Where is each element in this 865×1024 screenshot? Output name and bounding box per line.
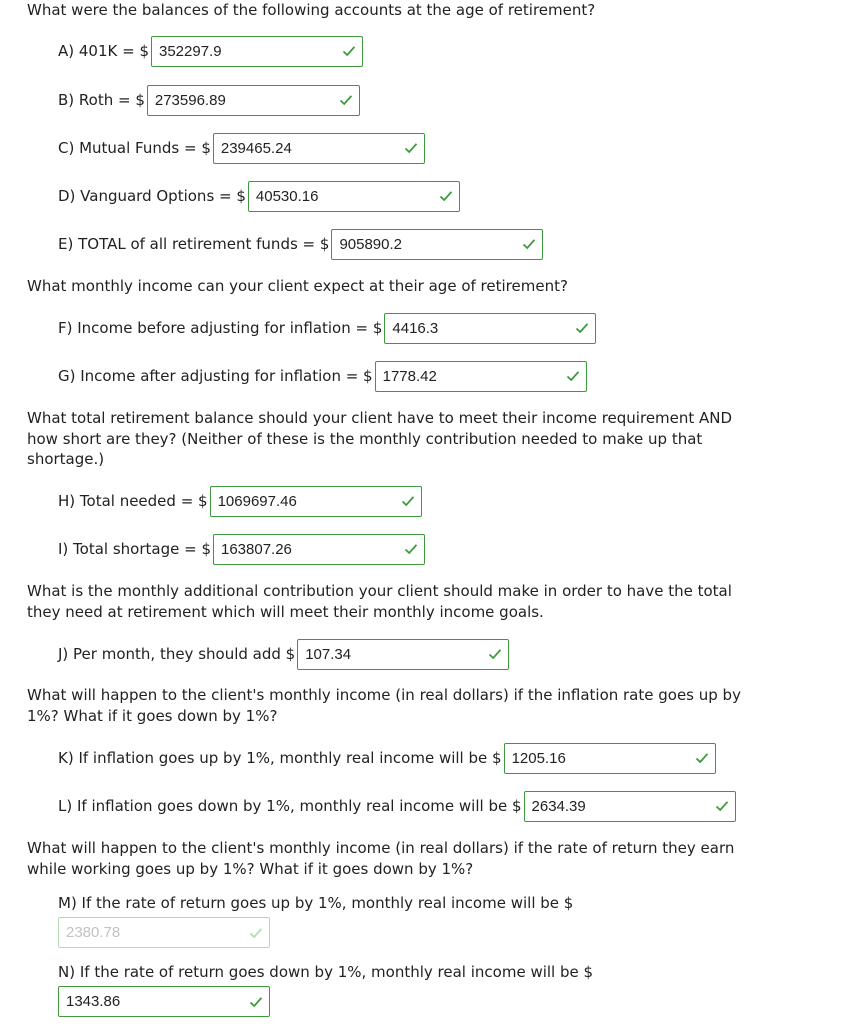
checkmark-icon <box>339 94 353 106</box>
answer-label-j: J) Per month, they should add $ <box>58 645 296 663</box>
answer-value-a: 352297.9 <box>159 42 222 60</box>
answer-input-l[interactable] <box>524 791 736 822</box>
answer-value-j: 107.34 <box>305 645 352 663</box>
answer-label-e: E) TOTAL of all retirement funds = $ <box>58 235 330 253</box>
answer-input-j[interactable] <box>297 639 509 670</box>
answer-label-m: M) If the rate of return goes up by 1%, monthly real income will be $ <box>58 894 574 912</box>
answer-value-f: 4416.3 <box>392 319 439 337</box>
answer-row-n <box>58 963 593 1017</box>
question-monthly-contribution: What is the monthly additional contribution your client should make in order to have the total they need at retirement which will meet their monthly income goals. <box>27 582 732 621</box>
checkmark-icon <box>404 142 418 154</box>
answer-input-d[interactable] <box>248 181 460 212</box>
answer-input-h[interactable] <box>210 486 422 517</box>
answer-value-m: 2380.78 <box>66 924 121 941</box>
answer-label-c: C) Mutual Funds = $ <box>58 139 211 157</box>
answer-input-e[interactable] <box>331 229 543 260</box>
answer-input-b[interactable] <box>147 85 360 116</box>
checkmark-icon <box>401 495 415 507</box>
answer-label-n: N) If the rate of return goes down by 1%, monthly real income will be $ <box>58 963 594 981</box>
checkmark-icon <box>575 322 589 334</box>
answer-value-c: 239465.24 <box>220 139 292 157</box>
answer-label-f: F) Income before adjusting for inflation = $ <box>58 319 383 337</box>
answer-input-c[interactable] <box>213 133 425 164</box>
answer-value-d: 40530.16 <box>255 187 319 205</box>
question-rate-of-return-change: What will happen to the client's monthly income (in real dollars) if the rate of return they earn while working goes up by 1%? What if it goes down by 1%? <box>27 839 735 878</box>
checkmark-icon <box>439 190 453 202</box>
answer-input-k[interactable] <box>504 743 716 774</box>
answer-input-g[interactable] <box>375 361 587 392</box>
answer-label-a: A) 401K = $ <box>58 42 149 60</box>
answer-input-a[interactable] <box>151 36 363 67</box>
answer-label-d: D) Vanguard Options = $ <box>58 187 246 205</box>
answer-value-b: 273596.89 <box>154 91 226 109</box>
answer-row-a <box>58 35 363 67</box>
answer-label-k: K) If inflation goes up by 1%, monthly real income will be $ <box>58 749 502 767</box>
answer-value-i: 163807.26 <box>220 540 292 558</box>
answer-input-f[interactable] <box>384 313 596 344</box>
answer-row-d <box>58 180 460 212</box>
answer-value-n: 1343.86 <box>66 993 121 1010</box>
question-monthly-income: What monthly income can your client expect at their age of retirement? <box>27 277 568 295</box>
answer-label-h: H) Total needed = $ <box>58 492 208 510</box>
answer-row-i <box>58 533 425 565</box>
answer-row-b <box>58 84 360 116</box>
answer-input-n[interactable] <box>58 986 270 1017</box>
answer-label-b: B) Roth = $ <box>58 91 145 109</box>
checkmark-icon <box>522 238 536 250</box>
answer-value-e: 905890.2 <box>339 235 403 253</box>
checkmark-icon <box>566 370 580 382</box>
answer-input-i[interactable] <box>213 534 425 565</box>
answer-row-h <box>58 485 422 517</box>
answer-label-g: G) Income after adjusting for inflation = $ <box>58 367 373 385</box>
answer-row-m <box>58 894 573 948</box>
answer-row-l <box>58 790 736 822</box>
answer-row-f <box>58 312 596 344</box>
answer-row-c <box>58 132 425 164</box>
checkmark-icon <box>404 543 418 555</box>
checkmark-icon <box>695 752 709 764</box>
answer-row-g <box>58 360 587 392</box>
answer-value-k: 1205.16 <box>511 749 566 767</box>
checkmark-icon <box>249 927 263 939</box>
answer-value-l: 2634.39 <box>531 797 586 815</box>
question-total-needed: What total retirement balance should your client have to meet their income requirement AND how short are they? (Neither of these is the monthly contribution needed to make up that shortage.) <box>27 409 733 468</box>
answer-input-m <box>58 917 270 948</box>
checkmark-icon <box>342 45 356 57</box>
checkmark-icon <box>249 996 263 1008</box>
checkmark-icon <box>715 800 729 812</box>
answer-value-g: 1778.42 <box>382 367 437 385</box>
question-balances: What were the balances of the following accounts at the age of retirement? <box>27 1 596 19</box>
checkmark-icon <box>488 648 502 660</box>
answer-row-e <box>58 228 543 260</box>
answer-label-i: I) Total shortage = $ <box>58 540 211 558</box>
answer-row-j <box>58 638 509 670</box>
answer-value-h: 1069697.46 <box>217 492 297 510</box>
question-inflation-change: What will happen to the client's monthly income (in real dollars) if the inflation rate goes up by 1%? What if it goes down by 1%? <box>27 686 741 725</box>
answer-label-l: L) If inflation goes down by 1%, monthly real income will be $ <box>58 797 522 815</box>
answer-row-k <box>58 742 716 774</box>
